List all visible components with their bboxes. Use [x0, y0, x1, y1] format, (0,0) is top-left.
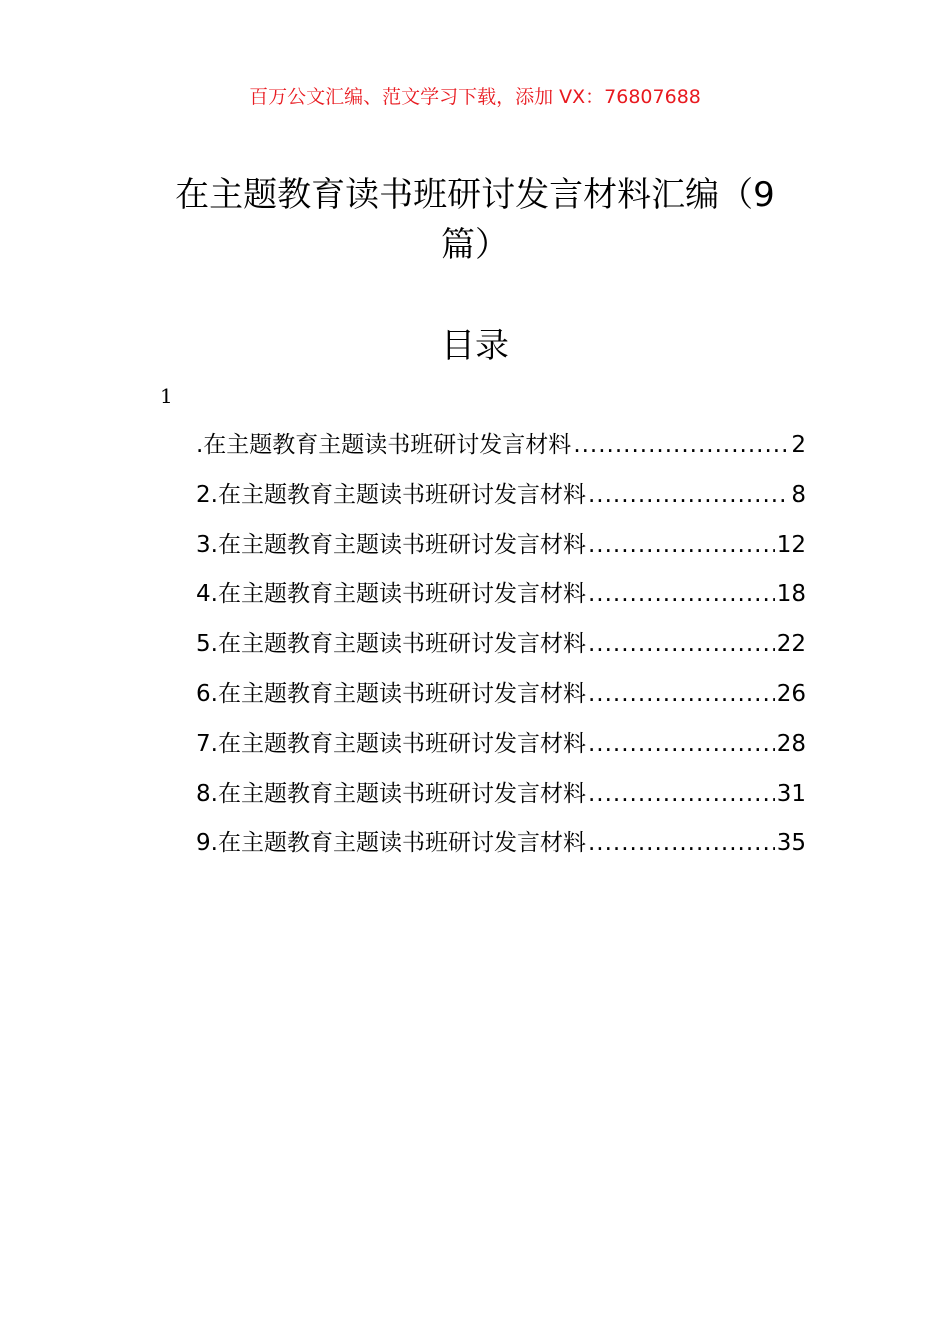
toc-page-number: 18: [776, 581, 806, 608]
toc-leader-dots: [588, 674, 775, 714]
toc-entry-2[interactable]: [196, 475, 806, 525]
toc-leader-dots: [573, 425, 789, 465]
toc-entry-label: 2.在主题教育主题读书班研讨发言材料: [196, 481, 586, 508]
toc-entry-6[interactable]: [196, 674, 806, 724]
toc-page-number: 2: [791, 432, 806, 458]
toc-entry-label: 6.在主题教育主题读书班研讨发言材料: [196, 680, 586, 707]
toc-leader-dots: [588, 525, 775, 565]
toc-page-number: 8: [791, 481, 806, 508]
toc-entry-7[interactable]: [196, 724, 806, 774]
toc-leader-dots: [588, 774, 775, 814]
toc-leader-dots: [588, 624, 775, 664]
toc-page-number: 28: [776, 730, 806, 757]
toc-entry-label: 8.在主题教育主题读书班研讨发言材料: [196, 780, 586, 807]
table-of-contents: [196, 425, 806, 873]
toc-entry-label: 5.在主题教育主题读书班研讨发言材料: [196, 631, 586, 658]
toc-entry-1[interactable]: [196, 425, 806, 475]
toc-page-number: 12: [776, 531, 806, 558]
toc-page-number: 22: [776, 631, 806, 658]
toc-leader-dots: [588, 823, 775, 863]
document-title: 在主题教育读书班研讨发言材料汇编（9篇）: [175, 175, 775, 265]
toc-page-number: 31: [776, 780, 806, 807]
toc-page-number: 35: [776, 830, 806, 857]
stray-number: 1: [160, 384, 173, 408]
toc-entry-label: 7.在主题教育主题读书班研讨发言材料: [196, 730, 586, 757]
toc-leader-dots: [588, 475, 789, 515]
toc-leader-dots: [588, 574, 775, 614]
toc-entry-9[interactable]: [196, 823, 806, 873]
toc-entry-4[interactable]: [196, 574, 806, 624]
toc-entry-3[interactable]: [196, 525, 806, 575]
toc-page-number: 26: [776, 680, 806, 707]
header-note: 百万公文汇编、范文学习下载，添加 VX：76807688: [249, 86, 701, 108]
toc-entry-5[interactable]: [196, 624, 806, 674]
toc-entry-label: 9.在主题教育主题读书班研讨发言材料: [196, 830, 586, 857]
toc-entry-label: .在主题教育主题读书班研讨发言材料: [196, 432, 572, 458]
toc-entry-label: 3.在主题教育主题读书班研讨发言材料: [196, 531, 586, 558]
toc-leader-dots: [588, 724, 775, 764]
toc-heading: 目录: [441, 326, 509, 366]
toc-entry-label: 4.在主题教育主题读书班研讨发言材料: [196, 581, 586, 608]
toc-entry-8[interactable]: [196, 774, 806, 824]
